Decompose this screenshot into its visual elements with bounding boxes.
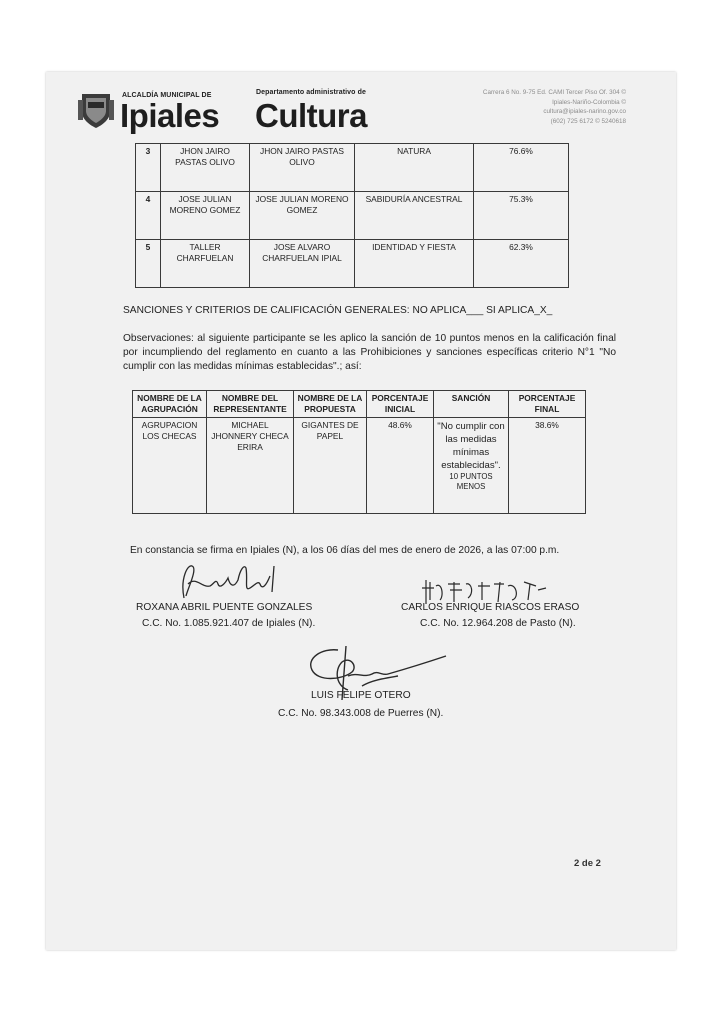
proposal-name: IDENTIDAD Y FIESTA	[355, 240, 474, 288]
sanction-points: 10 PUNTOS MENOS	[449, 472, 493, 491]
document-page	[46, 72, 676, 950]
table-row	[136, 192, 569, 240]
final-percentage: 38.6%	[509, 418, 586, 514]
group-name: AGRUPACION LOS CHECAS	[133, 418, 207, 514]
header-contact-block	[398, 88, 626, 126]
group-name: TALLER CHARFUELAN	[161, 240, 250, 288]
sanctions-heading: SANCIONES Y CRITERIOS DE CALIFICACIÓN GENERALES: NO APLICA___ SI APLICA_X_	[123, 305, 553, 316]
header-initial-percent: PORCENTAJE INICIAL	[367, 391, 434, 418]
header-mayor-office: ALCALDÍA MUNICIPAL DE	[122, 92, 212, 99]
representative-name: MICHAEL JHONNERY CHECA ERIRA	[207, 418, 294, 514]
page-number: 2 de 2	[574, 858, 601, 869]
header-proposal: NOMBRE DE LA PROPUESTA	[294, 391, 367, 418]
signature-roxana	[174, 558, 294, 604]
municipal-crest-logo	[78, 90, 114, 130]
results-table	[135, 143, 569, 288]
contact-address: Carrera 6 No. 9-75 Ed. CAMI Tercer Piso Of. 304 ©	[482, 89, 626, 96]
header-group: NOMBRE DE LA AGRUPACIÓN	[133, 391, 207, 418]
contact-email: cultura@ipiales-narino.gov.co	[543, 108, 626, 115]
header-representative: NOMBRE DEL REPRESENTANTE	[207, 391, 294, 418]
brand-cultura: Cultura	[255, 97, 367, 134]
header-sanction: SANCIÓN	[434, 391, 509, 418]
brand-ipiales: Ipiales	[120, 97, 220, 134]
row-number: 5	[136, 240, 161, 288]
signatory-3-id: C.C. No. 98.343.008 de Puerres (N).	[278, 708, 444, 719]
group-name: JOSE JULIAN MORENO GOMEZ	[161, 192, 250, 240]
group-name: JHON JAIRO PASTAS OLIVO	[161, 144, 250, 192]
proposal-name: GIGANTES DE PAPEL	[294, 418, 367, 514]
header-department: Departamento administrativo de	[256, 89, 366, 96]
signatory-1-name: ROXANA ABRIL PUENTE GONZALES	[136, 602, 313, 613]
sanction-table	[132, 390, 586, 514]
table-row	[136, 144, 569, 192]
header-final-percent: PORCENTAJE FINAL	[509, 391, 586, 418]
representative-name: JOSE ALVARO CHARFUELAN IPIAL	[250, 240, 355, 288]
observations-paragraph: Observaciones: al siguiente participante se les aplico la sanción de 10 puntos menos en la calificación final por incumpliendo del reglamento en cuanto a las Prohibiciones y sanciones específicas criterio N°1 "No cumplir con las medidas mínimas establecidas".; así:	[123, 333, 616, 372]
proposal-name: NATURA	[355, 144, 474, 192]
contact-phone: (602) 725 6172 © 5240618	[550, 117, 626, 125]
contact-city: Ipiales-Nariño-Colombia ©	[552, 98, 626, 106]
percentage: 75.3%	[474, 192, 569, 240]
percentage: 62.3%	[474, 240, 569, 288]
percentage: 76.6%	[474, 144, 569, 192]
sanction-table-header	[133, 391, 586, 418]
sanction-text: "No cumplir con las medidas mínimas establecidas".	[437, 421, 505, 471]
table-row	[136, 240, 569, 288]
initial-percentage: 48.6%	[367, 418, 434, 514]
closing-statement: En constancia se firma en Ipiales (N), a los 06 días del mes de enero de 2026, a las 07:00 p.m.	[130, 545, 560, 556]
representative-name: JHON JAIRO PASTAS OLIVO	[250, 144, 355, 192]
signatory-3-name: LUIS FELIPE OTERO	[311, 690, 411, 701]
table-row	[133, 418, 586, 514]
row-number: 3	[136, 144, 161, 192]
sanction-cell	[434, 418, 509, 514]
row-number: 4	[136, 192, 161, 240]
signatory-2-name: CARLOS ENRIQUE RIASCOS ERASO	[401, 602, 580, 613]
representative-name: JOSE JULIAN MORENO GOMEZ	[250, 192, 355, 240]
signatory-1-id: C.C. No. 1.085.921.407 de Ipiales (N).	[142, 618, 316, 629]
signatory-2-id: C.C. No. 12.964.208 de Pasto (N).	[420, 618, 576, 629]
proposal-name: SABIDURÍA ANCESTRAL	[355, 192, 474, 240]
